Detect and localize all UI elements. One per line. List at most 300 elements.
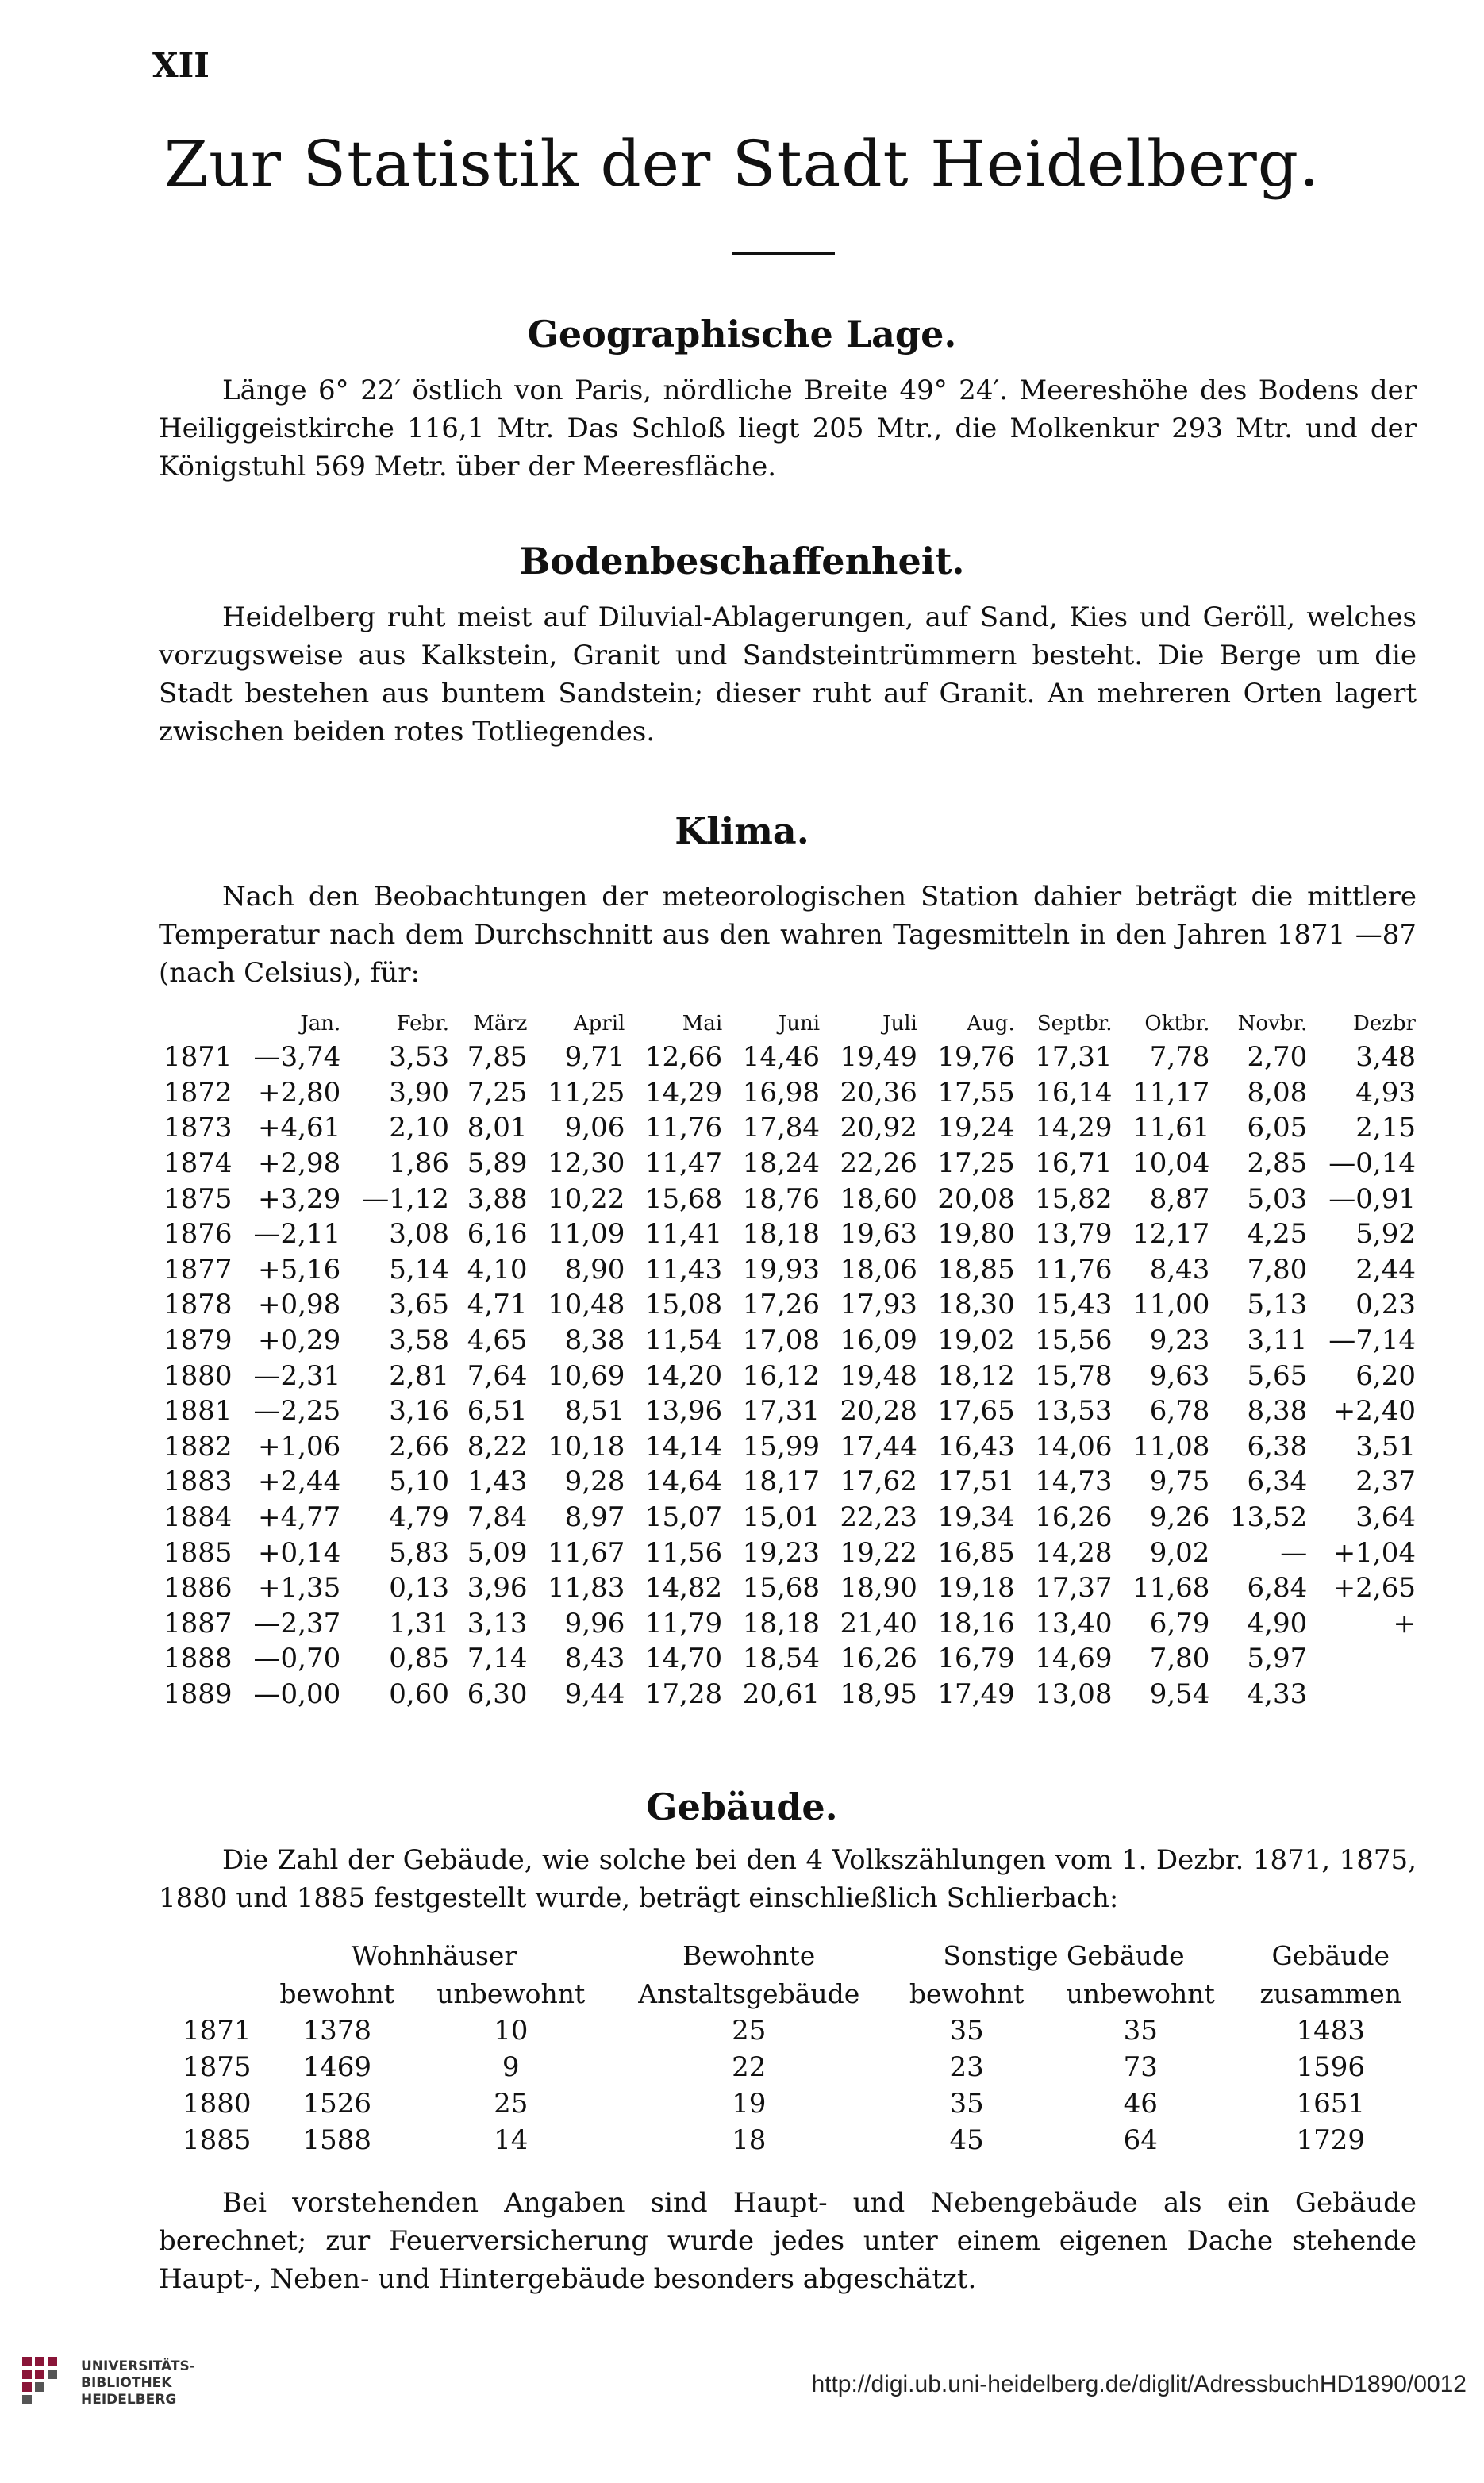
value-cell: 1651 — [1296, 2088, 1366, 2120]
value-cell: 11,09 — [548, 1218, 625, 1251]
value-cell: 10,18 — [548, 1430, 625, 1463]
value-cell: 14,20 — [644, 1359, 723, 1392]
value-cell: 6,84 — [1247, 1572, 1308, 1605]
value-cell: 14,73 — [1035, 1466, 1113, 1498]
value-cell: 19,22 — [840, 1536, 917, 1569]
value-cell: 17,37 — [1035, 1572, 1113, 1605]
value-cell: 20,28 — [840, 1395, 917, 1428]
value-cell: 19,34 — [937, 1501, 1015, 1534]
value-cell: +5,16 — [258, 1253, 341, 1286]
value-cell: 4,65 — [467, 1324, 528, 1357]
value-cell: 1596 — [1296, 2051, 1366, 2083]
value-cell: 19,02 — [937, 1324, 1015, 1357]
value-cell: 7,84 — [467, 1501, 528, 1534]
value-cell: 17,44 — [840, 1430, 917, 1463]
paragraph-geography — [159, 371, 1417, 486]
value-cell: 8,01 — [467, 1112, 528, 1144]
value-cell: 19,23 — [742, 1536, 821, 1569]
value-cell: 5,13 — [1247, 1289, 1308, 1321]
value-cell: 11,47 — [644, 1147, 723, 1180]
value-cell: 2,37 — [1355, 1466, 1416, 1498]
value-cell: 8,90 — [564, 1253, 625, 1286]
climate-header-cell: April — [573, 1012, 625, 1036]
value-cell: 13,40 — [1035, 1607, 1113, 1639]
year-cell: 1875 — [163, 1182, 233, 1215]
value-cell: +1,06 — [258, 1430, 341, 1463]
value-cell: 5,03 — [1247, 1182, 1308, 1215]
value-cell: 11,76 — [644, 1112, 723, 1144]
value-cell: +3,29 — [258, 1182, 341, 1215]
value-cell: 3,48 — [1355, 1041, 1416, 1074]
value-cell: 20,92 — [840, 1112, 917, 1144]
value-cell: 3,08 — [389, 1218, 449, 1251]
value-cell: 5,10 — [389, 1466, 449, 1498]
value-cell: 4,33 — [1247, 1678, 1308, 1710]
buildings-subheader-cell: zusammen — [1259, 1978, 1402, 2009]
value-cell: 13,96 — [644, 1395, 723, 1428]
value-cell: 3,90 — [389, 1076, 449, 1109]
paragraph-buildings-note — [159, 2184, 1417, 2298]
value-cell: 15,68 — [742, 1572, 821, 1605]
value-cell: 18,60 — [840, 1182, 917, 1215]
value-cell: 4,93 — [1355, 1076, 1416, 1109]
value-cell: 18,54 — [742, 1643, 821, 1675]
value-cell: 18,06 — [840, 1253, 917, 1286]
climate-table-row — [159, 1535, 1421, 1570]
value-cell: 18,24 — [742, 1147, 821, 1180]
value-cell: 16,85 — [937, 1536, 1015, 1569]
value-cell: 12,66 — [644, 1041, 723, 1074]
buildings-table-row — [176, 2122, 1424, 2158]
value-cell: 18,12 — [937, 1359, 1015, 1392]
value-cell: 3,96 — [467, 1572, 528, 1605]
year-cell: 1880 — [183, 2088, 252, 2120]
value-cell: 7,78 — [1149, 1041, 1210, 1074]
value-cell: —2,11 — [253, 1218, 341, 1251]
value-cell: 19,24 — [937, 1112, 1015, 1144]
buildings-subheader-cell: bewohnt — [909, 1978, 1025, 2009]
buildings-sub-header-row — [176, 1974, 1424, 2012]
value-cell: 15,78 — [1035, 1359, 1113, 1392]
climate-table-row — [159, 1429, 1421, 1465]
year-cell: 1885 — [183, 2124, 252, 2156]
value-cell: 18,95 — [840, 1678, 917, 1710]
value-cell: 1469 — [302, 2051, 371, 2083]
value-cell: 13,52 — [1229, 1501, 1308, 1534]
value-cell: 2,66 — [389, 1430, 449, 1463]
value-cell: 17,84 — [742, 1112, 821, 1144]
value-cell: 2,15 — [1355, 1112, 1416, 1144]
value-cell: 17,31 — [742, 1395, 821, 1428]
year-cell: 1889 — [163, 1678, 233, 1710]
value-cell: 7,85 — [467, 1041, 528, 1074]
value-cell: 11,08 — [1132, 1430, 1210, 1463]
climate-table-row — [159, 1217, 1421, 1252]
value-cell: 5,97 — [1247, 1643, 1308, 1675]
value-cell: 13,53 — [1035, 1395, 1113, 1428]
year-cell: 1883 — [163, 1466, 233, 1498]
page-number: XII — [152, 46, 210, 85]
value-cell: 15,08 — [644, 1289, 723, 1321]
value-cell: 1588 — [302, 2124, 371, 2156]
value-cell: 9,28 — [564, 1466, 625, 1498]
value-cell: 15,56 — [1035, 1324, 1113, 1357]
value-cell: +2,65 — [1332, 1572, 1416, 1605]
value-cell: +2,80 — [258, 1076, 341, 1109]
climate-header-cell: Juli — [882, 1012, 917, 1036]
value-cell: 19,93 — [742, 1253, 821, 1286]
value-cell: 6,51 — [467, 1395, 528, 1428]
value-cell: 3,11 — [1247, 1324, 1308, 1357]
value-cell: —0,70 — [253, 1643, 341, 1675]
value-cell: 1729 — [1296, 2124, 1366, 2156]
value-cell: 10,22 — [548, 1182, 625, 1215]
value-cell: 17,55 — [937, 1076, 1015, 1109]
value-cell: 1,86 — [389, 1147, 449, 1180]
buildings-subheader-cell: bewohnt — [279, 1978, 394, 2009]
value-cell: +4,61 — [258, 1112, 341, 1144]
value-cell: 20,36 — [840, 1076, 917, 1109]
year-cell: 1882 — [163, 1430, 233, 1463]
value-cell: 2,81 — [389, 1359, 449, 1392]
year-cell: 1886 — [163, 1572, 233, 1605]
value-cell: 9,26 — [1149, 1501, 1210, 1534]
year-cell: 1881 — [163, 1395, 233, 1428]
year-cell: 1875 — [183, 2051, 252, 2083]
buildings-table-row — [176, 2012, 1424, 2049]
value-cell: 15,01 — [742, 1501, 821, 1534]
value-cell: 3,88 — [467, 1182, 528, 1215]
value-cell: 18,17 — [742, 1466, 821, 1498]
value-cell: —7,14 — [1328, 1324, 1416, 1357]
buildings-table-row — [176, 2085, 1424, 2122]
value-cell: 2,85 — [1247, 1147, 1308, 1180]
year-cell: 1874 — [163, 1147, 233, 1180]
value-cell: 2,44 — [1355, 1253, 1416, 1286]
value-cell: 6,16 — [467, 1218, 528, 1251]
value-cell: 18,85 — [937, 1253, 1015, 1286]
value-cell: 3,65 — [389, 1289, 449, 1321]
value-cell: 5,83 — [389, 1536, 449, 1569]
value-cell: 18,30 — [937, 1289, 1015, 1321]
climate-header-cell: Novbr. — [1237, 1012, 1308, 1036]
value-cell: 5,14 — [389, 1253, 449, 1286]
value-cell: 16,26 — [1035, 1501, 1113, 1534]
year-cell: 1887 — [163, 1607, 233, 1639]
climate-table — [159, 1008, 1421, 1712]
value-cell: —1,12 — [362, 1182, 449, 1215]
value-cell: 5,89 — [467, 1147, 528, 1180]
value-cell: 15,43 — [1035, 1289, 1113, 1321]
section-heading-soil: Bodenbeschaffenheit. — [519, 540, 965, 582]
value-cell: 21,40 — [840, 1607, 917, 1639]
year-cell: 1888 — [163, 1643, 233, 1675]
value-cell: 10 — [494, 2015, 529, 2047]
value-cell: 13,08 — [1035, 1678, 1113, 1710]
value-cell: 9,02 — [1149, 1536, 1210, 1569]
climate-table-row — [159, 1570, 1421, 1606]
buildings-subheader-cell: unbewohnt — [436, 1978, 586, 2009]
value-cell: 9,44 — [564, 1678, 625, 1710]
climate-table-row — [159, 1287, 1421, 1323]
value-cell: 11,17 — [1132, 1076, 1210, 1109]
value-cell: 8,38 — [564, 1324, 625, 1357]
value-cell: 15,99 — [742, 1430, 821, 1463]
value-cell: 11,54 — [644, 1324, 723, 1357]
climate-table-row — [159, 1500, 1421, 1536]
value-cell: 35 — [1123, 2015, 1158, 2047]
value-cell: 11,68 — [1132, 1572, 1210, 1605]
paragraph-geography-text: Länge 6° 22′ östlich von Paris, nördliche Breite 49° 24′. Meereshöhe des Bodens der Heiliggeistkirche 116,1 Mtr. Das Schloß liegt 205 Mtr., die Molkenkur 293 Mtr. und der Königstuhl 569 Metr. über der Meeresfläche. — [159, 375, 1417, 482]
year-cell: 1879 — [163, 1324, 233, 1357]
paragraph-soil-text: Heidelberg ruht meist auf Diluvial-Ablagerungen, auf Sand, Kies und Geröll, welches vorzugsweise aus Kalkstein, Granit und Sandsteintrümmern besteht. Die Berge um die Stadt bestehen aus buntem Sandstein; dieser ruht auf Granit. An mehreren Orten lagert zwischen beiden rotes Totliegendes. — [159, 602, 1417, 748]
footer-bar — [0, 2325, 1484, 2483]
value-cell: 18,18 — [742, 1218, 821, 1251]
value-cell: 16,79 — [937, 1643, 1015, 1675]
climate-header-cell: Dezbr — [1352, 1012, 1416, 1036]
value-cell: 20,08 — [937, 1182, 1015, 1215]
value-cell: 16,71 — [1035, 1147, 1113, 1180]
buildings-table — [176, 1936, 1424, 2158]
value-cell: 25 — [494, 2088, 529, 2120]
value-cell: 19,63 — [840, 1218, 917, 1251]
climate-table-row — [159, 1677, 1421, 1712]
value-cell: 6,20 — [1355, 1359, 1416, 1392]
section-heading-geography: Geographische Lage. — [527, 313, 957, 356]
value-cell: 73 — [1123, 2051, 1158, 2083]
value-cell: 13,79 — [1035, 1218, 1113, 1251]
value-cell: 1,43 — [467, 1466, 528, 1498]
value-cell: 17,26 — [742, 1289, 821, 1321]
value-cell: 11,76 — [1035, 1253, 1113, 1286]
value-cell: +1,04 — [1332, 1536, 1416, 1569]
value-cell: 22,26 — [840, 1147, 917, 1180]
value-cell: 17,65 — [937, 1395, 1015, 1428]
value-cell: 17,93 — [840, 1289, 917, 1321]
library-logo-line: HEIDELBERG — [81, 2392, 177, 2408]
year-cell: 1873 — [163, 1112, 233, 1144]
value-cell: 6,38 — [1247, 1430, 1308, 1463]
value-cell: 7,64 — [467, 1359, 528, 1392]
paragraph-climate-text: Nach den Beobachtungen der meteorologischen Station dahier beträgt die mittlere Temperatur nach dem Durchschnitt aus den wahren Tagesmitteln in den Jahren 1871 —87 (nach Celsius), für: — [159, 881, 1417, 989]
value-cell: 11,83 — [548, 1572, 625, 1605]
value-cell: 18 — [732, 2124, 767, 2156]
value-cell: 14,64 — [644, 1466, 723, 1498]
value-cell: 8,97 — [564, 1501, 625, 1534]
library-logo-text — [81, 2358, 195, 2408]
value-cell: +4,77 — [258, 1501, 341, 1534]
library-logo-line: UNIVERSITÄTS- — [81, 2358, 195, 2374]
value-cell: 14 — [494, 2124, 529, 2156]
value-cell: 11,43 — [644, 1253, 723, 1286]
value-cell: 9,96 — [564, 1607, 625, 1639]
value-cell: 4,71 — [467, 1289, 528, 1321]
paragraph-buildings-text: Die Zahl der Gebäude, wie solche bei den 4 Volkszählungen vom 1. Dezbr. 1871, 1875, 1880 und 1885 festgestellt wurde, beträgt einschließlich Schlierbach: — [159, 1844, 1417, 1914]
value-cell: 6,34 — [1247, 1466, 1308, 1498]
value-cell: 8,87 — [1149, 1182, 1210, 1215]
value-cell: 20,61 — [742, 1678, 821, 1710]
year-cell: 1871 — [163, 1041, 233, 1074]
value-cell: 3,58 — [389, 1324, 449, 1357]
value-cell: 8,43 — [1149, 1253, 1210, 1286]
buildings-table-body — [176, 2012, 1424, 2158]
paragraph-buildings-note-text: Bei vorstehenden Angaben sind Haupt- und Nebengebäude als ein Gebäude berechnet; zur Feuerversicherung wurde jedes unter einem eigenen Dache stehende Haupt-, Neben- und Hintergebäude besonders abgeschätzt. — [159, 2187, 1417, 2295]
value-cell: 19,48 — [840, 1359, 917, 1392]
climate-table-row — [159, 1323, 1421, 1359]
value-cell: 35 — [949, 2088, 984, 2120]
paragraph-climate — [159, 878, 1417, 992]
climate-header-cell: Oktbr. — [1144, 1012, 1210, 1036]
year-cell: 1877 — [163, 1253, 233, 1286]
climate-table-row — [159, 1040, 1421, 1075]
climate-table-row — [159, 1075, 1421, 1111]
value-cell: 16,09 — [840, 1324, 917, 1357]
climate-table-row — [159, 1464, 1421, 1500]
paragraph-buildings — [159, 1841, 1417, 1917]
section-heading-climate: Klima. — [675, 809, 809, 852]
climate-header-cell: Jan. — [300, 1012, 341, 1036]
value-cell: 9,63 — [1149, 1359, 1210, 1392]
value-cell: 8,22 — [467, 1430, 528, 1463]
buildings-table-row — [176, 2049, 1424, 2085]
value-cell: 14,46 — [742, 1041, 821, 1074]
value-cell: +2,40 — [1332, 1395, 1416, 1428]
value-cell: 15,82 — [1035, 1182, 1113, 1215]
value-cell: +2,98 — [258, 1147, 341, 1180]
climate-table-row — [159, 1146, 1421, 1182]
year-cell: 1884 — [163, 1501, 233, 1534]
value-cell: 14,29 — [1035, 1112, 1113, 1144]
value-cell: 64 — [1123, 2124, 1158, 2156]
value-cell: 7,25 — [467, 1076, 528, 1109]
value-cell: 0,60 — [389, 1678, 449, 1710]
climate-table-row — [159, 1181, 1421, 1217]
value-cell: 14,06 — [1035, 1430, 1113, 1463]
value-cell: 0,23 — [1355, 1289, 1416, 1321]
value-cell: 15,68 — [644, 1182, 723, 1215]
value-cell: 9,23 — [1149, 1324, 1210, 1357]
value-cell: 5,92 — [1355, 1218, 1416, 1251]
value-cell: 1,31 — [389, 1607, 449, 1639]
value-cell: —0,00 — [253, 1678, 341, 1710]
value-cell — [1312, 1641, 1421, 1677]
climate-table-row — [159, 1393, 1421, 1429]
value-cell: —2,31 — [253, 1359, 341, 1392]
value-cell: 10,69 — [548, 1359, 625, 1392]
value-cell: 17,28 — [644, 1678, 723, 1710]
value-cell: 25 — [732, 2015, 767, 2047]
climate-header-cell: März — [473, 1012, 528, 1036]
climate-header-cell: Septbr. — [1036, 1012, 1113, 1036]
climate-header-cell: Febr. — [396, 1012, 449, 1036]
value-cell: 18,18 — [742, 1607, 821, 1639]
climate-header-cell: Aug. — [967, 1012, 1015, 1036]
value-cell: 0,13 — [389, 1572, 449, 1605]
climate-header-cell: Juni — [778, 1012, 821, 1036]
value-cell: 1378 — [302, 2015, 371, 2047]
value-cell: 3,16 — [389, 1395, 449, 1428]
value-cell: 8,51 — [564, 1395, 625, 1428]
value-cell: 3,64 — [1355, 1501, 1416, 1534]
value-cell: 16,26 — [840, 1643, 917, 1675]
value-cell: 18,16 — [937, 1607, 1015, 1639]
year-cell: 1871 — [183, 2015, 252, 2047]
page-title: Zur Statistik der Stadt Heidelberg. — [163, 127, 1321, 201]
value-cell: 7,80 — [1247, 1253, 1308, 1286]
value-cell: 19,76 — [937, 1041, 1015, 1074]
value-cell: 8,38 — [1247, 1395, 1308, 1428]
value-cell: 14,29 — [644, 1076, 723, 1109]
value-cell: +1,35 — [258, 1572, 341, 1605]
value-cell: 6,79 — [1149, 1607, 1210, 1639]
value-cell: —0,91 — [1328, 1182, 1416, 1215]
value-cell: 7,14 — [467, 1643, 528, 1675]
value-cell: 4,25 — [1247, 1218, 1308, 1251]
buildings-subheader-empty — [176, 1974, 260, 2012]
buildings-header-sonstige: Sonstige Gebäude — [943, 1939, 1185, 1971]
value-cell: 17,51 — [937, 1466, 1015, 1498]
paragraph-soil — [159, 598, 1417, 751]
value-cell: 1526 — [302, 2088, 371, 2120]
value-cell: 17,62 — [840, 1466, 917, 1498]
value-cell: —2,25 — [253, 1395, 341, 1428]
value-cell: 22,23 — [840, 1501, 917, 1534]
source-url-link[interactable]: http://digi.ub.uni-heidelberg.de/diglit/AdressbuchHD1890/0012 — [811, 2371, 1467, 2397]
value-cell: +0,14 — [258, 1536, 341, 1569]
value-cell: 14,14 — [644, 1430, 723, 1463]
value-cell: 18,90 — [840, 1572, 917, 1605]
buildings-group-header-row — [176, 1936, 1424, 1974]
value-cell: 46 — [1123, 2088, 1158, 2120]
value-cell: 19 — [732, 2088, 767, 2120]
value-cell: 1483 — [1296, 2015, 1366, 2047]
value-cell: 11,67 — [548, 1536, 625, 1569]
climate-table-body — [159, 1040, 1421, 1712]
buildings-header-wohnhaeuser: Wohnhäuser — [351, 1939, 517, 1971]
value-cell: + — [1393, 1607, 1416, 1639]
value-cell: 0,85 — [389, 1643, 449, 1675]
value-cell: 18,76 — [742, 1182, 821, 1215]
buildings-header-empty — [176, 1936, 260, 1974]
climate-table-header — [159, 1008, 1421, 1040]
climate-header-cell — [159, 1008, 237, 1040]
value-cell: 8,43 — [564, 1643, 625, 1675]
year-cell: 1880 — [163, 1359, 233, 1392]
value-cell: 14,70 — [644, 1643, 723, 1675]
climate-table-row — [159, 1358, 1421, 1393]
library-logo-line: BIBLIOTHEK — [81, 2375, 172, 2391]
climate-table-row — [159, 1110, 1421, 1146]
value-cell: 17,08 — [742, 1324, 821, 1357]
value-cell: 2,70 — [1247, 1041, 1308, 1074]
value-cell: 9,75 — [1149, 1466, 1210, 1498]
value-cell: — — [1280, 1536, 1308, 1569]
value-cell: 10,48 — [548, 1289, 625, 1321]
value-cell: —2,37 — [253, 1607, 341, 1639]
value-cell: 7,80 — [1149, 1643, 1210, 1675]
value-cell: 15,07 — [644, 1501, 723, 1534]
year-cell: 1872 — [163, 1076, 233, 1109]
value-cell: 16,43 — [937, 1430, 1015, 1463]
value-cell: 2,10 — [389, 1112, 449, 1144]
value-cell: 17,25 — [937, 1147, 1015, 1180]
climate-table-row — [159, 1641, 1421, 1677]
year-cell: 1878 — [163, 1289, 233, 1321]
value-cell: 19,18 — [937, 1572, 1015, 1605]
value-cell: 14,82 — [644, 1572, 723, 1605]
year-cell: 1876 — [163, 1218, 233, 1251]
value-cell: 4,10 — [467, 1253, 528, 1286]
